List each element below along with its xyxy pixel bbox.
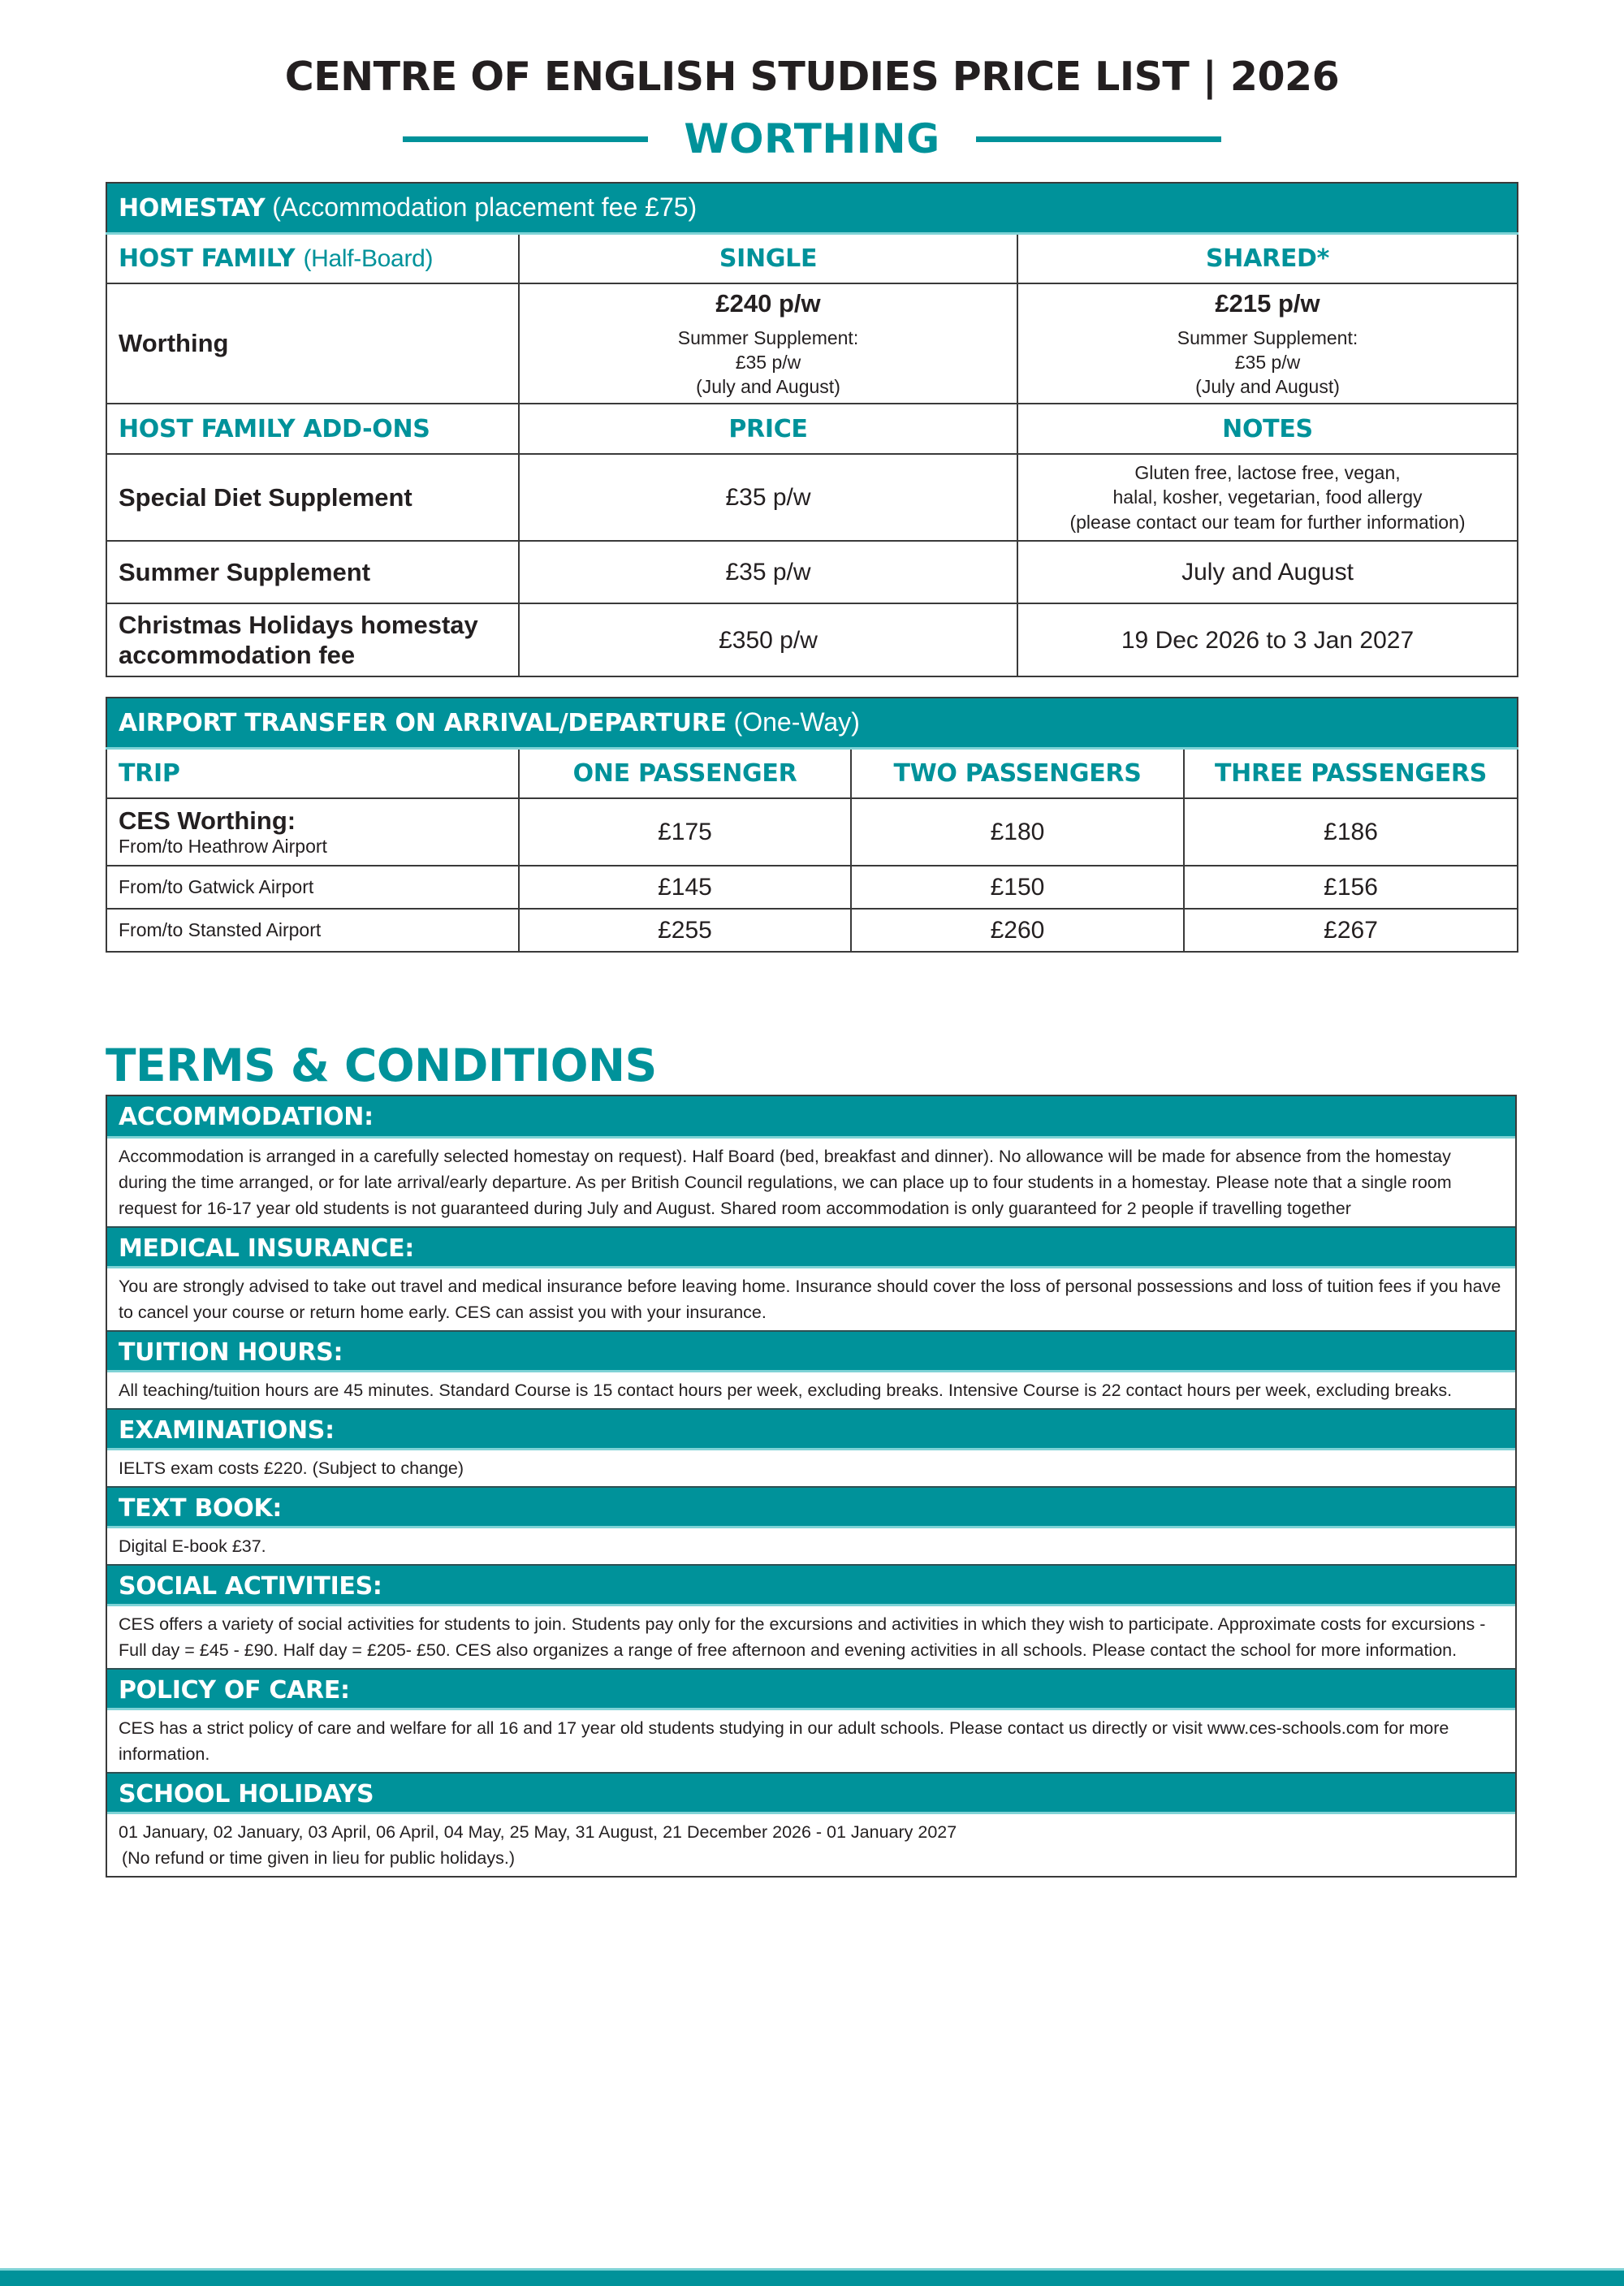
price-cell: £35 p/w [519,454,1017,541]
term-heading-tuition-hours: TUITION HOURS: [107,1330,1515,1372]
price-one: £145 [519,866,851,909]
row-label: Special Diet Supplement [106,454,519,541]
shared-supp-price: £35 p/w [1234,351,1301,373]
term-heading-policy-of-care: POLICY OF CARE: [107,1668,1515,1710]
single-supp-label: Summer Supplement: [677,326,859,348]
price-three: £267 [1184,909,1518,952]
table-row [106,541,1518,603]
terms-box [106,1095,1517,1878]
shared-supp-period: (July and August) [1195,376,1340,398]
table-row [106,798,1518,866]
term-heading-medical-insurance: MEDICAL INSURANCE: [107,1226,1515,1268]
price-three: £186 [1184,798,1518,866]
shared-price-cell [1017,283,1518,404]
notes-line: halal, kosher, vegetarian, food allergy [1112,486,1423,508]
price-two: £180 [851,798,1184,866]
notes-line: (please contact our team for further information) [1069,511,1466,533]
table-row [106,603,1518,676]
page-title-year: 2026 [1229,54,1340,100]
term-heading-text-book: TEXT BOOK: [107,1486,1515,1528]
price-two: £150 [851,866,1184,909]
term-heading-social-activities: SOCIAL ACTIVITIES: [107,1564,1515,1606]
term-body-policy-of-care: CES has a strict policy of care and welfare for all 16 and 17 year old students studying in our adult schools. Please contact us directly or visit www.ces-schools.com for more information. [119,1718,1449,1764]
col-header-three-passengers: THREE PASSENGERS [1184,748,1518,798]
homestay-table [106,182,1518,677]
airport-band-title: AIRPORT TRANSFER ON ARRIVAL/DEPARTURE [119,709,727,738]
col-header-price: PRICE [519,404,1017,454]
col-header-single: SINGLE [519,233,1017,283]
term-body-text-book: Digital E-book £37. [119,1536,266,1556]
row-label-line: accommodation fee [119,641,356,669]
homestay-band-title: HOMESTAY [119,194,266,223]
row-label [106,603,519,676]
single-price: £240 p/w [715,289,821,318]
footer-bar [0,2268,1624,2286]
notes-cell: 19 Dec 2026 to 3 Jan 2027 [1017,603,1518,676]
trip-name: From/to Stansted Airport [106,909,519,952]
addons-header: HOST FAMILY ADD-ONS [106,404,519,454]
trip-name: From/to Gatwick Airport [106,866,519,909]
price-one: £255 [519,909,851,952]
col-header-trip: TRIP [106,748,519,798]
term-heading-examinations: EXAMINATIONS: [107,1408,1515,1450]
table-row [106,866,1518,909]
airport-header-row [106,748,1518,798]
col-header-notes: NOTES [1017,404,1518,454]
col-header-shared: SHARED* [1017,233,1518,283]
holiday-note: (No refund or time given in lieu for public holidays.) [122,1848,515,1868]
terms-title: TERMS & CONDITIONS [106,1039,657,1091]
airport-band [106,698,1518,748]
homestay-band-row [106,183,1518,233]
notes-cell [1017,454,1518,541]
term-body-social-activities: CES offers a variety of social activities for students to join. Students pay only for the excursions and activities in which they wish to participate. Approximate costs for excursions - Full day = £45 - £90. Half day = £205- £50. CES also organizes a range of free afternoon and evening activities in all schools. Please contact the school for more information. [119,1614,1486,1660]
single-supp-price: £35 p/w [735,351,801,373]
price-cell: £35 p/w [519,541,1017,603]
table-row [106,454,1518,541]
location-heading [0,110,1624,167]
trip-name: From/to Heathrow Airport [119,836,327,858]
term-heading-school-holidays: SCHOOL HOLIDAYS [107,1772,1515,1814]
host-family-header-bold: HOST FAMILY [119,244,296,273]
shared-price: £215 p/w [1215,289,1320,318]
notes-line: Gluten free, lactose free, vegan, [1134,461,1401,483]
single-price-cell [519,283,1017,404]
row-label-line: Christmas Holidays homestay [119,610,478,639]
row-label: Summer Supplement [106,541,519,603]
left-rule-divider [403,136,648,142]
airport-band-note: (One-Way) [733,707,860,737]
price-two: £260 [851,909,1184,952]
col-header-two-passengers: TWO PASSENGERS [851,748,1184,798]
page-title-text: CENTRE OF ENGLISH STUDIES PRICE LIST | [284,54,1217,100]
price-cell: £350 p/w [519,603,1017,676]
host-family-header [106,233,519,283]
homestay-band [106,183,1518,233]
airport-transfer-table [106,697,1518,953]
school-name: CES Worthing: [119,806,296,836]
term-body-examinations: IELTS exam costs £220. (Subject to change) [119,1458,464,1478]
row-label-worthing: Worthing [106,283,519,404]
term-body-tuition-hours: All teaching/tuition hours are 45 minutes. Standard Course is 15 contact hours per week, excluding breaks. Intensive Course is 22 contact hours per week, excluding breaks. [119,1381,1453,1400]
table-row [106,909,1518,952]
shared-supp-label: Summer Supplement: [1177,326,1358,348]
airport-band-row [106,698,1518,748]
right-rule-divider [976,136,1221,142]
term-heading-accommodation: ACCOMMODATION: [107,1096,1515,1139]
addons-header-row [106,404,1518,454]
col-header-one-passenger: ONE PASSENGER [519,748,851,798]
trip-cell [106,798,519,866]
notes-cell: July and August [1017,541,1518,603]
price-one: £175 [519,798,851,866]
table-row [106,283,1518,404]
host-family-header-light: (Half-Board) [303,244,434,272]
host-family-header-row [106,233,1518,283]
term-body-accommodation: Accommodation is arranged in a carefully selected homestay on request). Half Board (bed, breakfast and dinner). No allowance will be made for absence from the homestay during the time arranged, or for late arrival/early departure. As per British Council regulations, we can place up to four students in a homestay. Please note that a single room request for 16-17 year old students is not guaranteed during July and August. Shared room accommodation is only guaranteed for 2 people if travelling together [119,1147,1452,1218]
price-three: £156 [1184,866,1518,909]
page-title [0,54,1624,100]
single-supp-period: (July and August) [696,376,840,398]
homestay-band-note: (Accommodation placement fee £75) [272,192,698,223]
location-title: WORTHING [684,115,940,162]
holiday-dates: 01 January, 02 January, 03 April, 06 April, 04 May, 25 May, 31 August, 21 December 2026 - 01 January 2027 [119,1822,957,1842]
term-body-medical-insurance: You are strongly advised to take out travel and medical insurance before leaving home. Insurance should cover the loss of personal possessions and loss of tuition fees if you have to cancel your course or return home early. CES can assist you with your insurance. [119,1277,1501,1322]
term-body-school-holidays [107,1814,1515,1876]
